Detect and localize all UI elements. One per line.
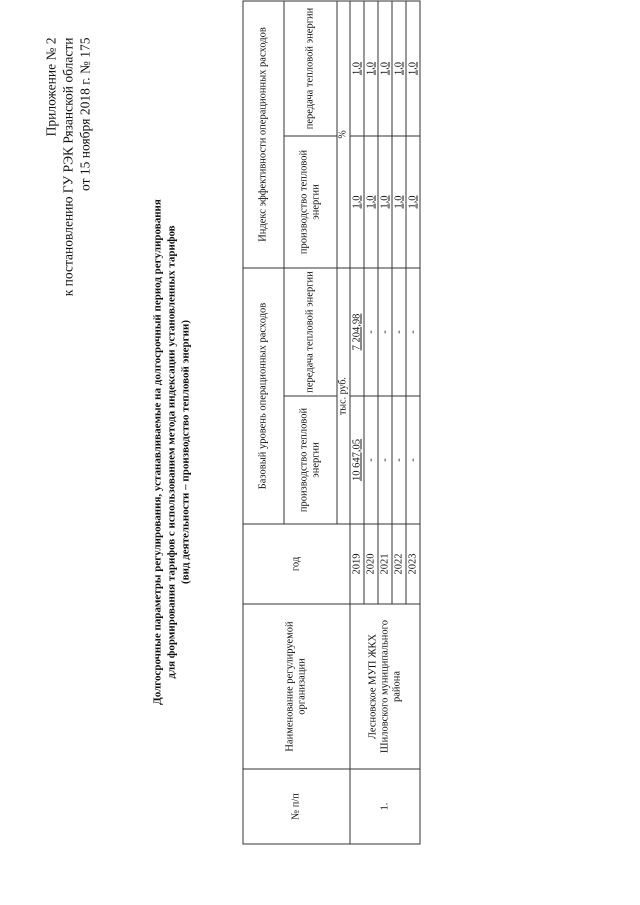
cell-base-production: 10 647,05 — [350, 396, 364, 524]
cell-index-production: 1,0 — [406, 136, 420, 268]
header-row-1 — [243, 1, 284, 844]
appendix-block — [43, 38, 94, 297]
cell-year: 2019 — [350, 524, 364, 604]
cell-year: 2023 — [406, 524, 420, 604]
cell-base-production: - — [392, 396, 406, 524]
unit-base-level: тыс. руб. — [337, 268, 350, 524]
cell-index-transmission: 1,0 — [378, 1, 392, 136]
heading-line-1: Долгосрочные параметры регулирования, устанавливаемые на долгосрочный период регулирования — [151, 199, 164, 705]
heading-line-2: для формирования тарифов с использованием метода индексации установленных тарифов — [165, 225, 178, 679]
header-index-transmission: передача тепловой энергии — [284, 1, 337, 136]
cell-index-transmission: 1,0 — [350, 1, 364, 136]
appendix-decree: к постановлению ГУ РЭК Рязанской области — [60, 37, 76, 297]
header-org: Наименование регулируемой организации — [243, 604, 350, 769]
cell-base-transmission: - — [406, 268, 420, 396]
cell-base-transmission: - — [392, 268, 406, 396]
header-year: год — [243, 524, 350, 604]
cell-index-transmission: 1,0 — [406, 1, 420, 136]
cell-index-production: 1,0 — [392, 136, 406, 268]
cell-index-production: 1,0 — [378, 136, 392, 268]
header-base-transmission: передача тепловой энергии — [284, 268, 337, 396]
heading-line-3: (вид деятельности – производство тепловой энергии) — [179, 319, 192, 585]
header-num: № п/п — [243, 769, 350, 844]
cell-base-production: - — [406, 396, 420, 524]
organization-name: Лесновское МУП ЖКХ Шиловского муниципального района — [350, 604, 420, 769]
cell-base-transmission: - — [378, 268, 392, 396]
cell-base-transmission: 7 204,98 — [350, 268, 364, 396]
cell-index-transmission: 1,0 — [392, 1, 406, 136]
cell-base-production: - — [364, 396, 378, 524]
table-row — [350, 1, 364, 844]
cell-index-production: 1,0 — [350, 136, 364, 268]
header-base-level: Базовый уровень операционных расходов — [243, 268, 284, 524]
document-heading — [151, 150, 193, 755]
header-index-production: производство тепловой энергии — [284, 136, 337, 268]
cell-base-transmission: - — [364, 268, 378, 396]
cell-index-production: 1,0 — [364, 136, 378, 268]
unit-index: % — [337, 1, 350, 268]
cell-year: 2020 — [364, 524, 378, 604]
appendix-date: от 15 ноября 2018 г. № 175 — [77, 37, 93, 191]
header-efficiency-index: Индекс эффективности операционных расходов — [243, 1, 284, 268]
header-base-production: производство тепловой энергии — [284, 396, 337, 524]
cell-year: 2021 — [378, 524, 392, 604]
cell-index-transmission: 1,0 — [364, 1, 378, 136]
cell-base-production: - — [378, 396, 392, 524]
appendix-title: Приложение № 2 — [43, 37, 59, 137]
parameters-table — [243, 0, 421, 844]
row-number: 1. — [350, 769, 420, 844]
rotated-page — [1, 0, 640, 905]
cell-year: 2022 — [392, 524, 406, 604]
